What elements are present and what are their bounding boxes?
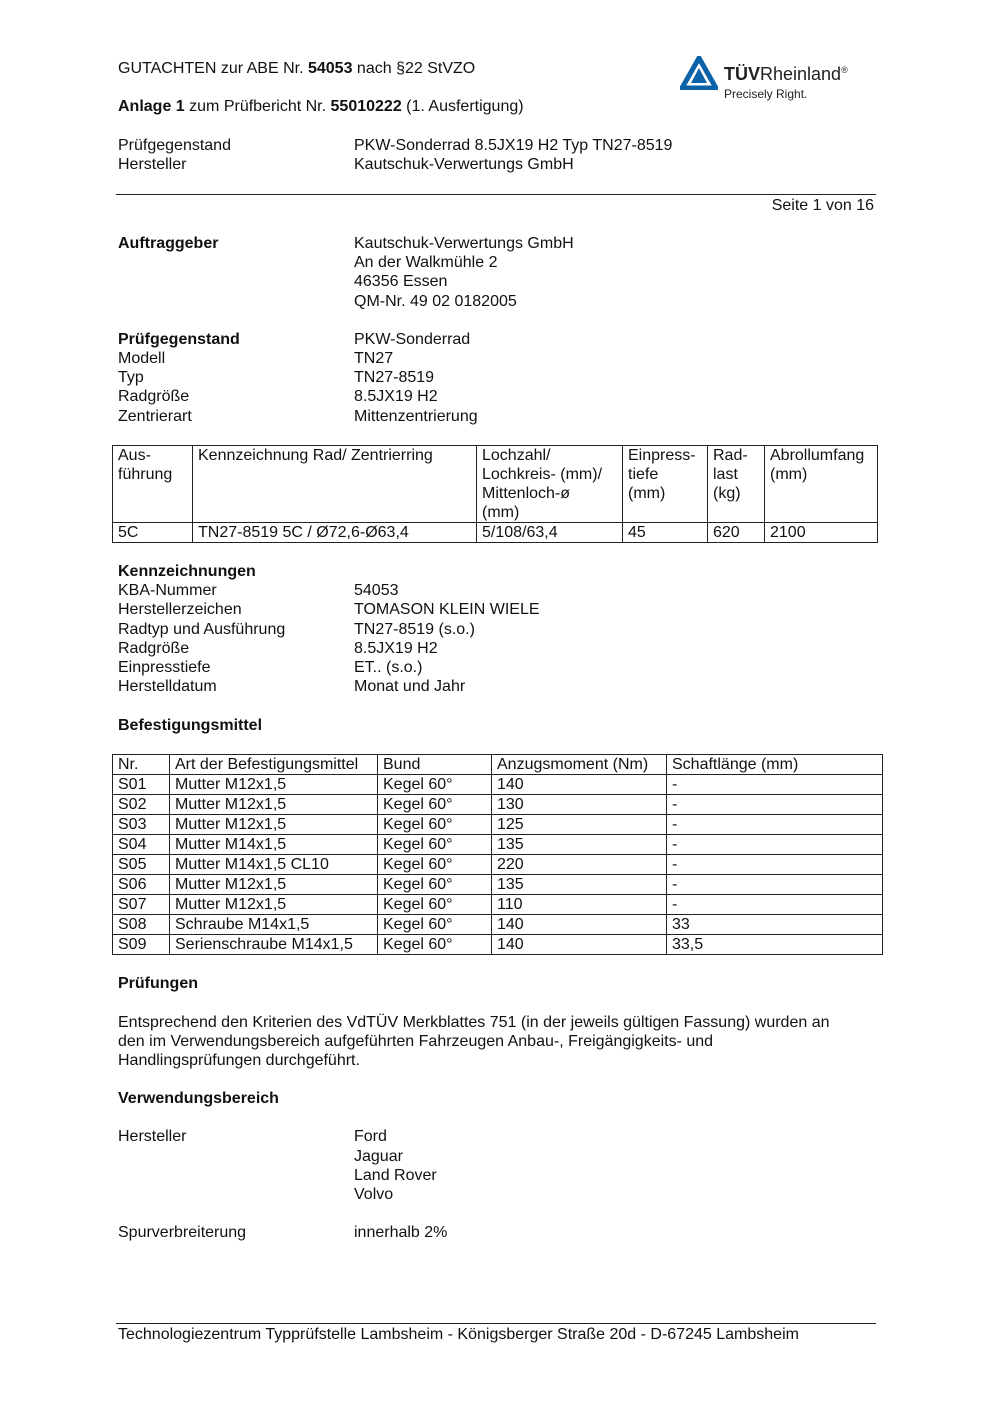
pruef-label: Radgröße (118, 388, 190, 405)
kennz-value: 54053 (354, 582, 399, 599)
table-cell: 5/108/63,4 (477, 523, 623, 543)
table-cell: 5C (113, 523, 193, 543)
kennz-label: Radgröße (118, 640, 190, 657)
table-header-cell: Rad- last (kg) (708, 446, 765, 523)
table-cell: TN27-8519 5C / Ø72,6-Ø63,4 (193, 523, 477, 543)
pruefgegenstand-heading-value: PKW-Sonderrad (354, 331, 471, 348)
pruef-value: 8.5JX19 H2 (354, 388, 438, 405)
table-header-cell: Kennzeichnung Rad/ Zentrierring (193, 446, 477, 523)
kennz-label: Radtyp und Ausführung (118, 621, 286, 638)
table-cell: S02 (113, 795, 170, 815)
table-cell: - (667, 795, 883, 815)
table-cell: Kegel 60° (378, 935, 492, 955)
kennz-label: KBA-Nummer (118, 582, 217, 599)
befestigung-header-row (113, 755, 883, 775)
table-cell: S05 (113, 855, 170, 875)
table-row (113, 875, 883, 895)
header-divider (116, 194, 876, 195)
hersteller-label: Hersteller (118, 1128, 187, 1145)
pruef-label: Zentrierart (118, 408, 192, 425)
table-cell: Mutter M14x1,5 CL10 (170, 855, 378, 875)
table-cell: Schraube M14x1,5 (170, 915, 378, 935)
auftraggeber-line: Kautschuk-Verwertungs GmbH (354, 235, 574, 252)
table-cell: S01 (113, 775, 170, 795)
pruef-value: TN27-8519 (354, 369, 435, 386)
header-line-1: GUTACHTEN zur ABE Nr. 54053 nach §22 StVZO (118, 60, 476, 77)
table-cell: 135 (492, 875, 667, 895)
table-cell: Mutter M12x1,5 (170, 815, 378, 835)
table-header-cell: Abrollumfang (mm) (765, 446, 878, 523)
table-cell: 130 (492, 795, 667, 815)
table-cell: 2100 (765, 523, 878, 543)
pruefungen-text-line: Entsprechend den Kriterien des VdTÜV Merkblattes 751 (in der jeweils gültigen Fassung) wurden an (118, 1014, 830, 1031)
table-cell: S07 (113, 895, 170, 915)
table-cell: - (667, 835, 883, 855)
table-cell: Kegel 60° (378, 875, 492, 895)
table-row (113, 935, 883, 955)
hersteller-item: Volvo (354, 1186, 394, 1203)
table-cell: S08 (113, 915, 170, 935)
table-cell: 110 (492, 895, 667, 915)
tuv-logo (680, 56, 870, 106)
befestigung-heading: Befestigungsmittel (118, 717, 263, 734)
table-cell: 140 (492, 915, 667, 935)
table-cell: Mutter M12x1,5 (170, 875, 378, 895)
befestigung-table (112, 754, 883, 955)
table-cell: Serienschraube M14x1,5 (170, 935, 378, 955)
table-cell: Kegel 60° (378, 815, 492, 835)
pruefungen-text-line: Handlingsprüfungen durchgeführt. (118, 1052, 360, 1069)
table-row (113, 895, 883, 915)
kennz-value: TOMASON KLEIN WIELE (354, 601, 540, 618)
table-cell: Kegel 60° (378, 795, 492, 815)
table-cell: - (667, 895, 883, 915)
footer-text: Technologiezentrum Typprüfstelle Lambsheim - Königsberger Straße 20d - D-67245 Lambsheim (118, 1326, 799, 1343)
table-row (113, 775, 883, 795)
table-cell: 135 (492, 835, 667, 855)
kennz-value: Monat und Jahr (354, 678, 466, 695)
header-value-pruefgegenstand: PKW-Sonderrad 8.5JX19 H2 Typ TN27-8519 (354, 137, 673, 154)
spur-value: innerhalb 2% (354, 1224, 448, 1241)
auftraggeber-line: QM-Nr. 49 02 0182005 (354, 293, 517, 310)
auftraggeber-line: An der Walkmühle 2 (354, 254, 498, 271)
table-cell: Kegel 60° (378, 775, 492, 795)
table-cell: 620 (708, 523, 765, 543)
header-label-hersteller: Hersteller (118, 156, 187, 173)
table-cell: S04 (113, 835, 170, 855)
table-cell: Mutter M12x1,5 (170, 895, 378, 915)
pruefungen-text-line: den im Verwendungsbereich aufgeführten Fahrzeugen Anbau-, Freigängigkeits- und (118, 1033, 714, 1050)
table-cell: Mutter M12x1,5 (170, 775, 378, 795)
header-label-pruefgegenstand: Prüfgegenstand (118, 137, 231, 154)
pruef-value: TN27 (354, 350, 394, 367)
logo-brand: TÜVRheinland® (724, 64, 848, 84)
table-cell: 220 (492, 855, 667, 875)
table-cell: Mutter M14x1,5 (170, 835, 378, 855)
verwendungsbereich-heading: Verwendungsbereich (118, 1090, 279, 1107)
table-row (113, 795, 883, 815)
kennz-label: Herstellerzeichen (118, 601, 242, 618)
table-row (113, 523, 878, 543)
table-cell: S03 (113, 815, 170, 835)
kennz-value: TN27-8519 (s.o.) (354, 621, 475, 638)
spur-label: Spurverbreiterung (118, 1224, 247, 1241)
table-cell: 140 (492, 935, 667, 955)
table-header-cell: Bund (378, 755, 492, 775)
table-cell: 140 (492, 775, 667, 795)
header-line-2: Anlage 1 zum Prüfbericht Nr. 55010222 (1. Ausfertigung) (118, 98, 524, 115)
footer-divider (116, 1323, 876, 1324)
wheel-table-header-row (113, 446, 878, 523)
pruef-label: Typ (118, 369, 144, 386)
header-value-hersteller: Kautschuk-Verwertungs GmbH (354, 156, 574, 173)
table-cell: 45 (623, 523, 708, 543)
pruefungen-heading: Prüfungen (118, 975, 198, 992)
hersteller-item: Land Rover (354, 1167, 437, 1184)
auftraggeber-heading: Auftraggeber (118, 235, 219, 252)
table-cell: - (667, 875, 883, 895)
table-cell: 33,5 (667, 935, 883, 955)
table-row (113, 815, 883, 835)
table-cell: Mutter M12x1,5 (170, 795, 378, 815)
table-header-cell: Aus- führung (113, 446, 193, 523)
table-cell: Kegel 60° (378, 835, 492, 855)
table-cell: Kegel 60° (378, 915, 492, 935)
table-cell: S09 (113, 935, 170, 955)
table-cell: S06 (113, 875, 170, 895)
table-cell: 125 (492, 815, 667, 835)
table-row (113, 855, 883, 875)
table-header-cell: Einpress- tiefe (mm) (623, 446, 708, 523)
pruef-value: Mittenzentrierung (354, 408, 478, 425)
kennz-value: 8.5JX19 H2 (354, 640, 438, 657)
kennz-value: ET.. (s.o.) (354, 659, 423, 676)
table-cell: - (667, 855, 883, 875)
table-cell: 33 (667, 915, 883, 935)
auftraggeber-line: 46356 Essen (354, 273, 448, 290)
table-cell: Kegel 60° (378, 895, 492, 915)
table-header-cell: Anzugsmoment (Nm) (492, 755, 667, 775)
tuv-triangle-icon (680, 56, 718, 90)
kennz-label: Einpresstiefe (118, 659, 211, 676)
hersteller-item: Jaguar (354, 1148, 403, 1165)
table-cell: Kegel 60° (378, 855, 492, 875)
logo-tagline: Precisely Right. (724, 87, 808, 101)
wheel-table (112, 445, 878, 543)
table-header-cell: Nr. (113, 755, 170, 775)
table-header-cell: Art der Befestigungsmittel (170, 755, 378, 775)
table-cell: - (667, 775, 883, 795)
table-header-cell: Schaftlänge (mm) (667, 755, 883, 775)
kennzeichnungen-heading: Kennzeichnungen (118, 563, 256, 580)
table-header-cell: Lochzahl/ Lochkreis- (mm)/ Mittenloch-ø (mm) (477, 446, 623, 523)
page-number: Seite 1 von 16 (771, 197, 874, 214)
table-row (113, 915, 883, 935)
hersteller-item: Ford (354, 1128, 387, 1145)
kennz-label: Herstelldatum (118, 678, 217, 695)
pruefgegenstand-heading: Prüfgegenstand (118, 331, 240, 348)
table-cell: - (667, 815, 883, 835)
table-row (113, 835, 883, 855)
pruef-label: Modell (118, 350, 166, 367)
